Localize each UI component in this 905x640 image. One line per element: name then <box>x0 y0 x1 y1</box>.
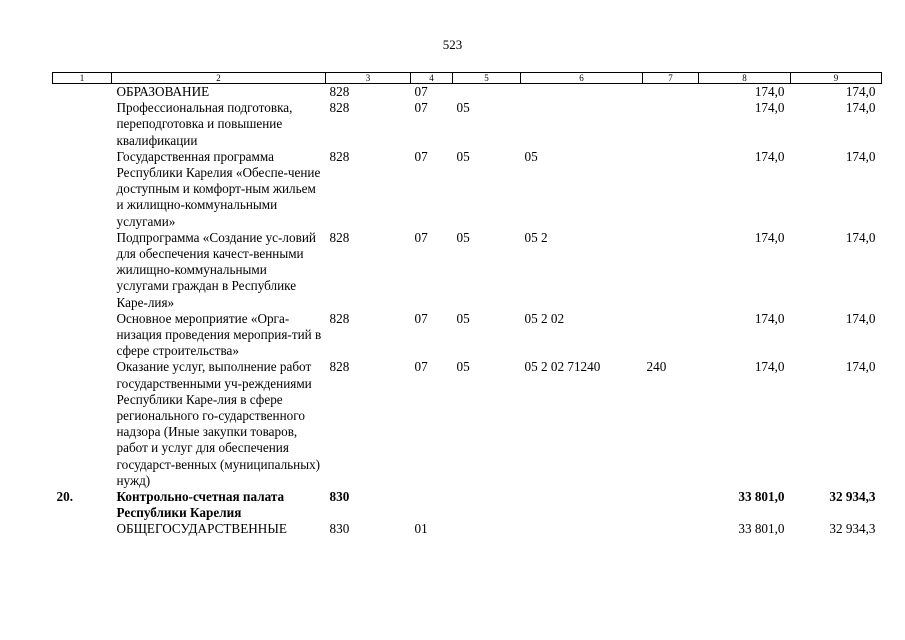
amount-col8: 174,0 <box>754 229 785 245</box>
code-target: 05 2 02 <box>524 310 565 326</box>
amount-col9: 32 934,3 <box>829 521 876 537</box>
row-number <box>53 311 112 360</box>
header-cell: 9 <box>791 73 882 84</box>
row-number <box>53 230 112 311</box>
code-target <box>521 84 643 101</box>
code-section: 07 <box>414 100 428 116</box>
code-expense-type: 240 <box>646 359 667 375</box>
amount-col9: 174,0 <box>845 148 876 164</box>
amount-col8: 174,0 <box>754 84 785 99</box>
code-ministry: 830 <box>329 489 350 505</box>
item-name: Оказание услуг, выполнение работ государственными уч-реждениями Республики Каре-лия в сфере регионального го-сударственного надзора (Иные закупки товаров, работ и услуг для обеспечения государст-венных (муниципальных) нужд) <box>116 359 321 488</box>
item-name: Основное мероприятие «Орга-низация проведения мероприя-тий в сфере строительства» <box>116 310 322 359</box>
header-row <box>53 73 882 84</box>
code-expense-type <box>643 149 699 230</box>
code-subsection: 05 <box>456 100 470 116</box>
code-expense-type <box>643 521 699 537</box>
code-section: 07 <box>414 359 428 375</box>
amount-col9: 174,0 <box>845 229 876 245</box>
code-subsection <box>453 489 521 521</box>
code-target <box>521 100 643 149</box>
amount-col8: 174,0 <box>754 359 785 375</box>
code-target: 05 2 <box>524 229 548 245</box>
amount-col9: 174,0 <box>845 84 876 99</box>
row-number <box>53 149 112 230</box>
code-expense-type <box>643 230 699 311</box>
row-number: 20. <box>56 489 73 505</box>
code-section <box>411 489 453 521</box>
code-section: 07 <box>414 148 428 164</box>
amount-col8: 174,0 <box>754 310 785 326</box>
page-number: 523 <box>442 37 463 52</box>
code-target <box>521 521 643 537</box>
code-subsection: 05 <box>456 359 470 375</box>
item-name: Контрольно-счетная палата Республики Карелия <box>116 489 285 521</box>
row-number <box>53 100 112 149</box>
code-ministry: 828 <box>329 100 350 116</box>
amount-col8: 174,0 <box>754 148 785 164</box>
amount-col9: 174,0 <box>845 310 876 326</box>
code-expense-type <box>643 100 699 149</box>
code-expense-type <box>643 84 699 101</box>
table-row <box>53 149 882 230</box>
code-section: 07 <box>414 310 428 326</box>
code-ministry: 828 <box>329 148 350 164</box>
code-section: 01 <box>414 521 428 537</box>
code-subsection: 05 <box>456 229 470 245</box>
amount-col8: 174,0 <box>754 100 785 116</box>
code-ministry: 828 <box>329 229 350 245</box>
header-cell: 8 <box>699 73 791 84</box>
header-cell: 5 <box>453 73 521 84</box>
item-name: Подпрограмма «Создание ус-ловий для обеспечения качест-венными жилищно-коммунальными услугами граждан в Республике Каре-лия» <box>116 229 316 310</box>
header-cell: 2 <box>112 73 326 84</box>
amount-col9: 32 934,3 <box>829 489 876 505</box>
item-name: Профессиональная подготовка, переподготовка и повышение квалификации <box>116 100 293 148</box>
table-row <box>53 311 882 360</box>
code-section: 07 <box>414 229 428 245</box>
code-ministry: 828 <box>329 310 350 326</box>
amount-col8: 33 801,0 <box>738 521 785 537</box>
code-expense-type <box>643 489 699 521</box>
code-ministry: 828 <box>329 359 350 375</box>
table-row <box>53 489 882 521</box>
header-cell: 4 <box>411 73 453 84</box>
item-name: ОБЩЕГОСУДАРСТВЕННЫЕ <box>116 521 287 537</box>
code-target <box>521 489 643 521</box>
item-name: ОБРАЗОВАНИЕ <box>116 84 210 99</box>
code-target: 05 <box>524 148 538 164</box>
code-subsection: 05 <box>456 148 470 164</box>
code-section: 07 <box>414 84 428 99</box>
table-row <box>53 84 882 101</box>
table-row <box>53 521 882 537</box>
code-subsection <box>453 84 521 101</box>
code-subsection <box>453 521 521 537</box>
budget-table <box>52 72 882 538</box>
code-ministry: 830 <box>329 521 350 537</box>
header-cell: 6 <box>521 73 643 84</box>
code-target: 05 2 02 71240 <box>524 359 601 375</box>
header-cell: 3 <box>326 73 411 84</box>
item-name: Государственная программа Республики Карелия «Обеспе-чение доступным и комфорт-ным жильем и жилищно-коммунальными услугами» <box>116 148 321 229</box>
row-number <box>53 84 112 101</box>
row-number <box>53 359 112 489</box>
amount-col9: 174,0 <box>845 359 876 375</box>
table-row <box>53 359 882 489</box>
code-subsection: 05 <box>456 310 470 326</box>
table-row <box>53 230 882 311</box>
header-cell: 1 <box>53 73 112 84</box>
amount-col8: 33 801,0 <box>738 489 785 505</box>
amount-col9: 174,0 <box>845 100 876 116</box>
row-number <box>53 521 112 537</box>
code-expense-type <box>643 311 699 360</box>
header-cell: 7 <box>643 73 699 84</box>
table-row <box>53 100 882 149</box>
code-ministry: 828 <box>329 84 350 99</box>
